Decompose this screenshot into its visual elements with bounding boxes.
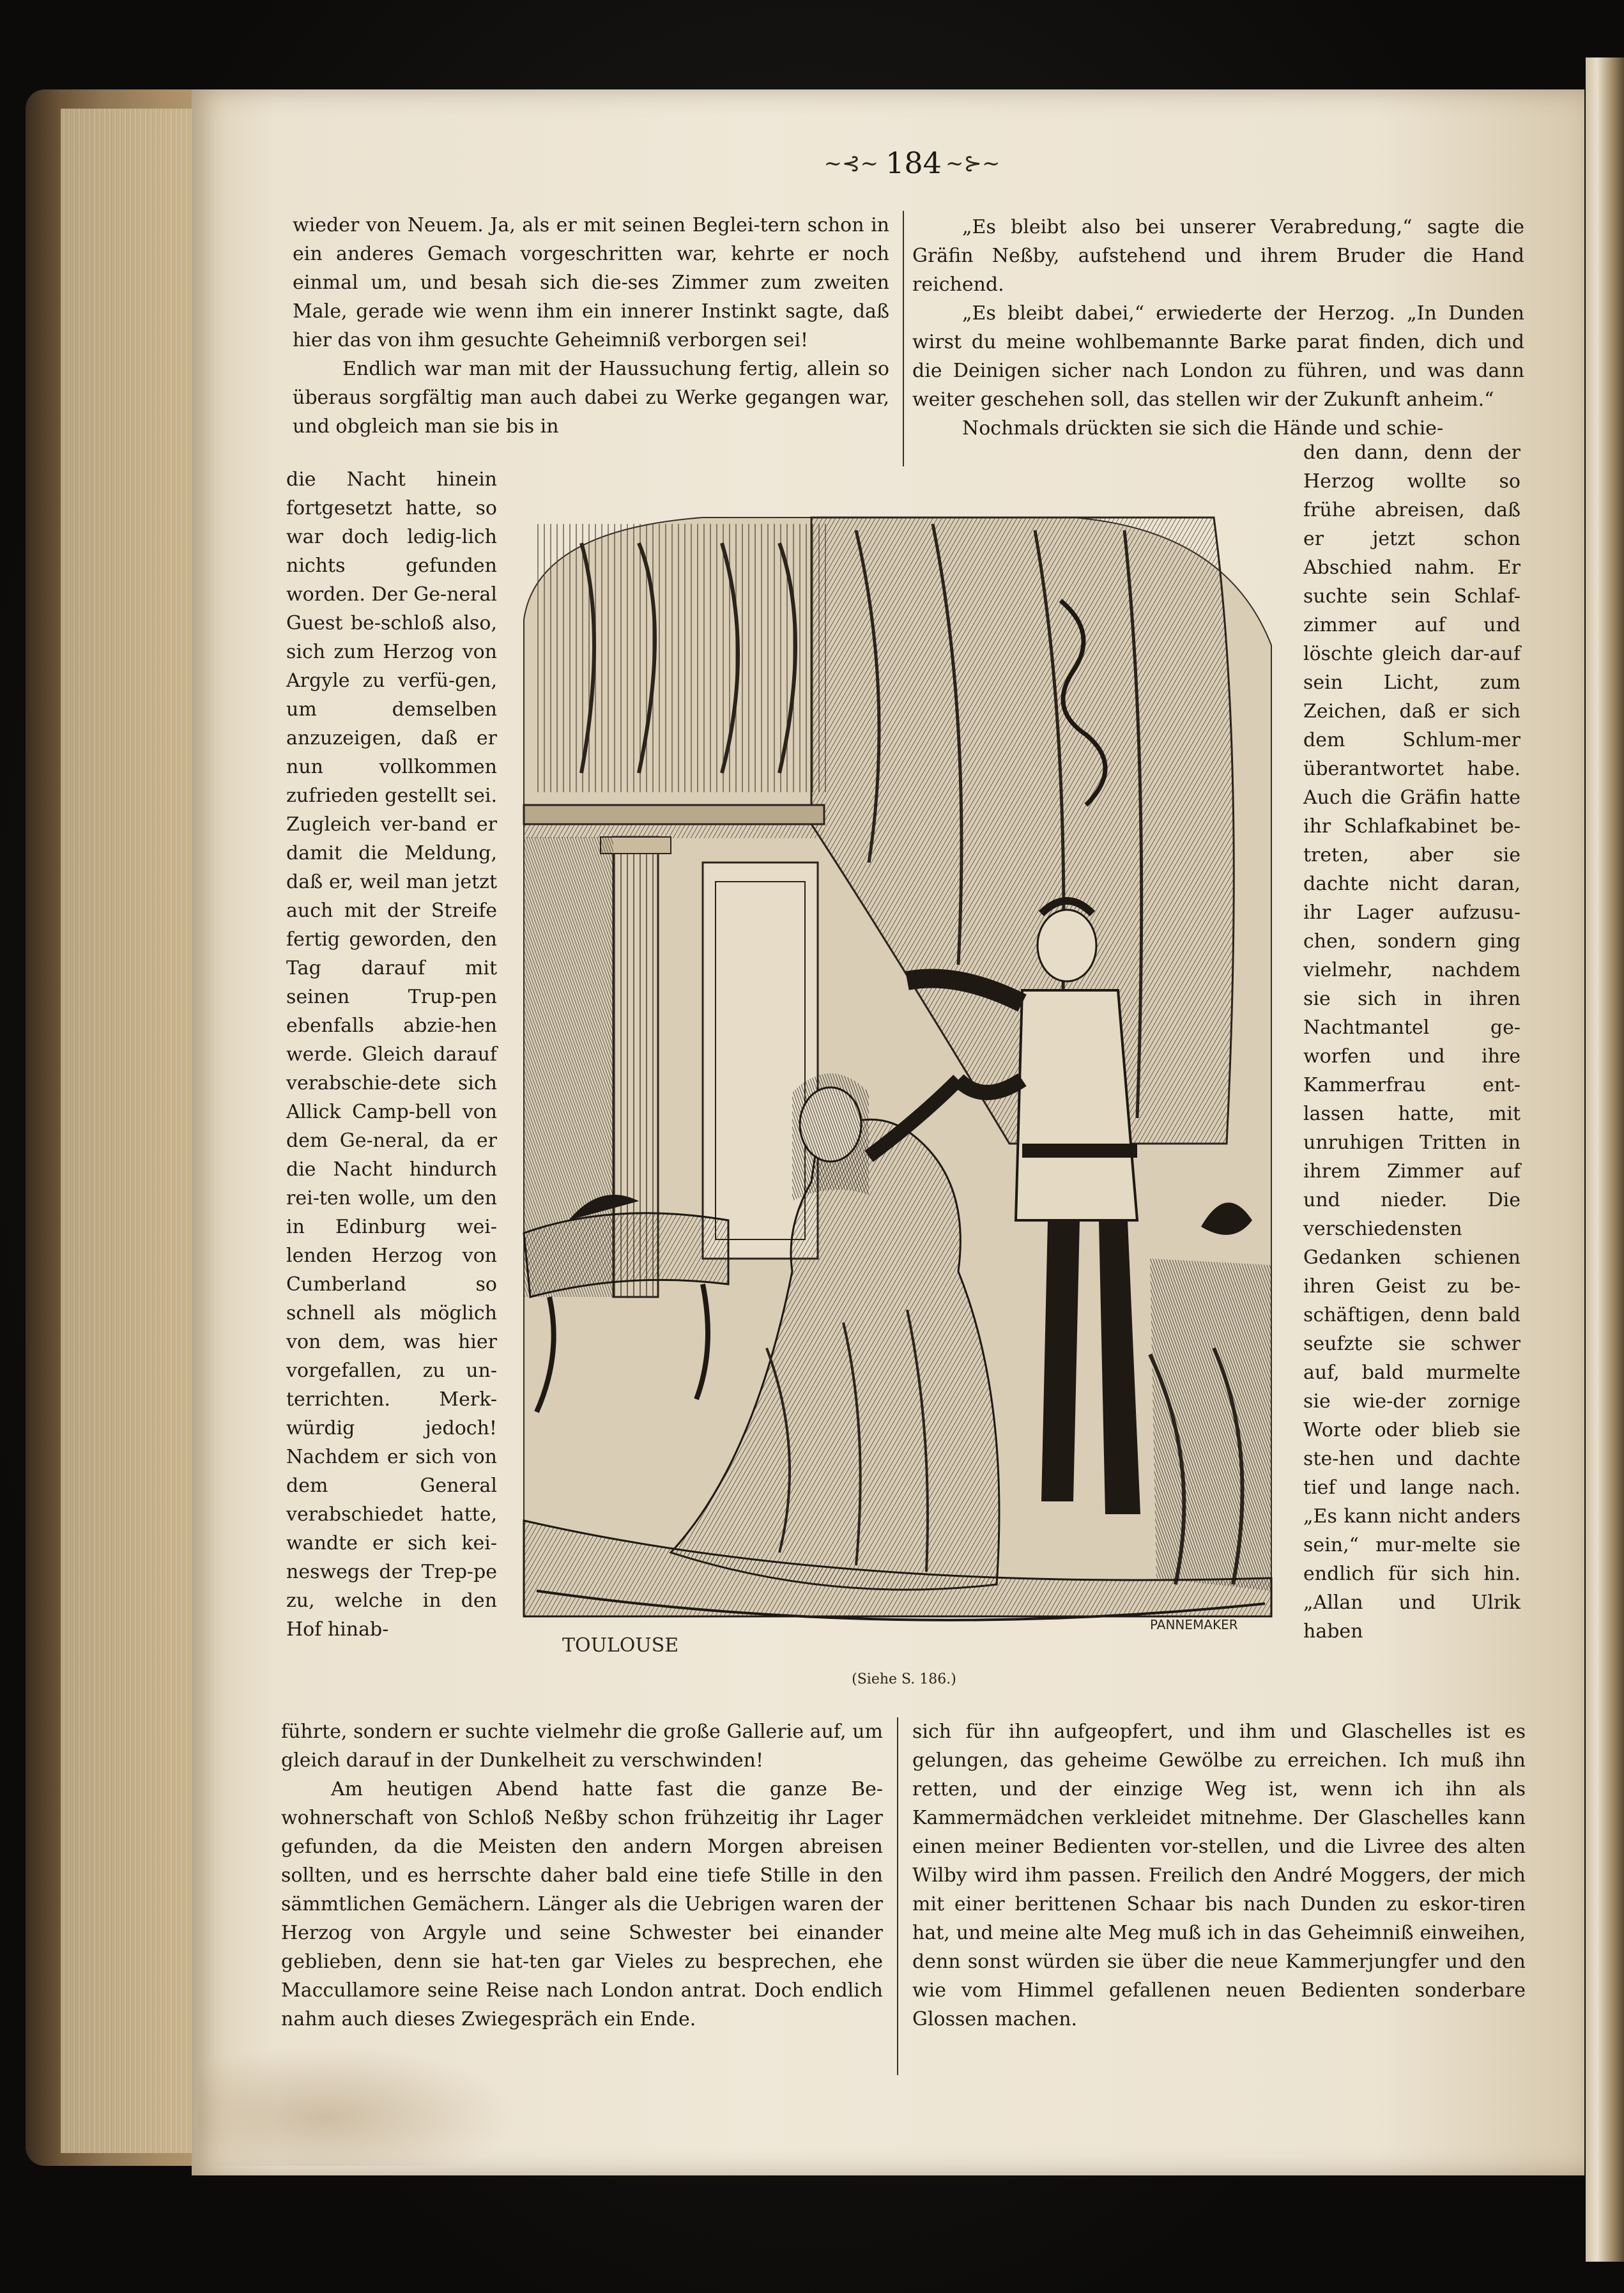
engraving-illustration — [511, 505, 1289, 1668]
left-column-top — [293, 211, 889, 441]
paragraph: die Nacht hinein fortgesetzt hatte, so war doch ledig-lich nichts gefunden worden. Der Ge-neral Guest be-schloß also, sich zum Herzog von Argyle zu verfü-gen, um demselben anzuzeigen, daß er nun vollkommen zufrieden gestellt sei. Zugleich ver-band er damit die Meldung, daß er, weil man jetzt auch mit der Streife fertig geworden, den Tag darauf mit seinen Trup-pen ebenfalls abzie-hen werde. Gleich darauf verabschie-dete sich Allick Camp-bell von dem Ge-neral, da er die Nacht hindurch rei-ten wolle, um den in Edinburg wei-lenden Herzog von Cumberland so schnell als möglich von dem, was hier vorgefallen, zu un-terrichten. Merk-würdig jedoch! Nachdem er sich von dem General verabschiedet hatte, wandte er sich kei-neswegs der Trep-pe zu, welche in den Hof hinab- — [286, 468, 497, 1641]
paragraph: sich für ihn aufgeopfert, und ihm und Glaschelles ist es gelungen, das geheime Gewölbe zu erreichen. Ich muß ihn retten, und der einzige Weg ist, wenn ich ihn als Kammermädchen verkleidet mitnehme. Der Glaschelles kann einen meiner Bedienten vor-stellen, und die Livree des alten Wilby wird ihm passen. Freilich den André Moggers, der mich mit einer berittenen Schaar bis nach Dunden zu eskor-tiren hat, und meine alte Meg muß ich in das Geheimniß einweihen, denn sonst würden sie über die neue Kammerjungfer und den wie vom Himmel gefallenen neuen Bedienten sonderbare Glossen machen. — [912, 1721, 1526, 2030]
page-stain — [198, 2044, 517, 2166]
ornament-right-icon: ~⊱~ — [946, 151, 1000, 176]
paragraph: führte, sondern er suchte vielmehr die große Gallerie auf, um gleich darauf in der Dunkelheit zu verschwinden! — [281, 1721, 883, 1772]
right-column-wrap — [1303, 438, 1521, 1646]
illustration-caption: (Siehe S. 186.) — [852, 1671, 956, 1687]
engraving-drawing — [511, 505, 1289, 1668]
left-column-bottom — [281, 1717, 883, 2034]
paragraph: „Es bleibt also bei unserer Verabredung,“ sagte die Gräfin Neßby, aufstehend und ihrem Bruder die Hand reichend. — [912, 216, 1524, 296]
right-page-edge — [1586, 58, 1624, 2262]
page-edges — [61, 109, 208, 2153]
right-column-top — [912, 213, 1524, 443]
paragraph: „Es bleibt dabei,“ erwiederte der Herzog. „In Dunden wirst du meine wohlbemannte Barke parat finden, dich und die Deinigen sicher nach London zu führen, und was dann weiter geschehen soll, das stellen wir der Zukunft anheim.“ — [912, 302, 1524, 411]
paragraph: den dann, denn der Herzog wollte so frühe abreisen, daß er jetzt schon Abschied nahm. Er suchte sein Schlaf-zimmer auf und löschte gleich dar-auf sein Licht, zum Zeichen, daß er sich dem Schlum-mer überantwortet habe. Auch die Gräfin hatte ihr Schlafkabinet be-treten, aber sie dachte nicht daran, ihr Lager aufzusu-chen, sondern ging vielmehr, nachdem sie sich in ihren Nachtmantel ge-worfen und ihre Kammerfrau ent-lassen hatte, mit unruhigen Tritten in ihrem Zimmer auf und nieder. Die verschiedensten Gedanken schienen ihren Geist zu be-schäftigen, denn bald seufzte sie schwer auf, bald murmelte sie wie-der zornige Worte oder blieb sie ste-hen und dachte tief und lange nach. „Es kann nicht anders sein,“ mur-melte sie endlich für sich hin. „Allan und Ulrik haben — [1303, 441, 1521, 1643]
paragraph: Endlich war man mit der Haussuchung fertig, allein so überaus sorgfältig man auch dabei zu Werke gegangen war, und obgleich man sie bis in — [293, 358, 889, 438]
page-header — [799, 146, 1054, 181]
ornament-left-icon: ~⊰~ — [823, 151, 878, 176]
column-rule-bottom — [897, 1717, 898, 2075]
paragraph: wieder von Neuem. Ja, als er mit seinen Beglei-tern schon in ein anderes Gemach vorgeschritten war, kehrte er noch einmal um, und besah sich die-ses Zimmer zum zweiten Male, gerade wie wenn ihm ein innerer Instinkt sagte, daß hier das von ihm gesuchte Geheimniß verborgen sei! — [293, 214, 889, 351]
paragraph: Am heutigen Abend hatte fast die ganze Be-wohnerschaft von Schloß Neßby schon frühzeitig ihr Lager gefunden, da die Meisten den andern Morgen abreisen sollten, und es herrschte daher bald eine tiefe Stille in den sämmtlichen Gemächern. Länger als die Uebrigen waren der Herzog von Argyle und seine Schwester bei einander geblieben, denn sie hat-ten gar Vieles zu besprechen, ehe Maccullamore seine Reise nach London antrat. Doch endlich nahm auch dieses Zwiegespräch ein Ende. — [281, 1778, 883, 2030]
right-column-bottom — [912, 1717, 1526, 2034]
paragraph: Nochmals drückten sie sich die Hände und schie- — [962, 417, 1444, 440]
column-rule-top — [903, 211, 904, 466]
left-column-wrap — [286, 465, 497, 1644]
artist-signature-right: PANNEMAKER — [1150, 1617, 1238, 1632]
page-number: 184 — [885, 146, 942, 180]
artist-signature-left: TOULOUSE — [562, 1634, 679, 1657]
